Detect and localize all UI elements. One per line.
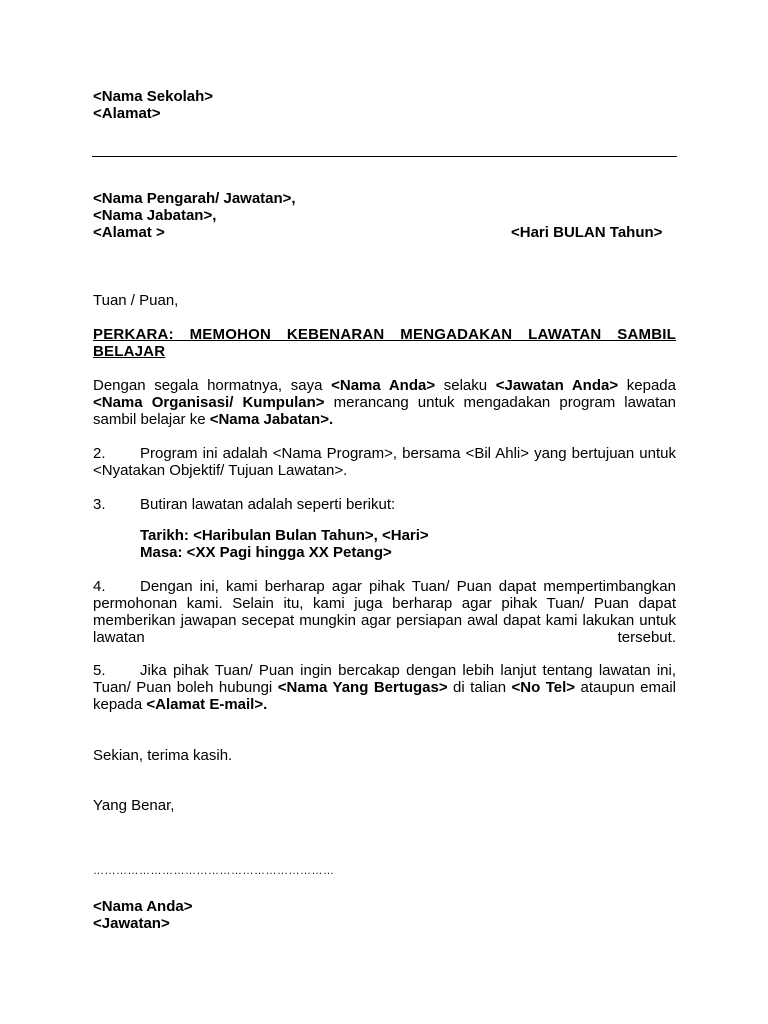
p4-text: Dengan ini, kami berharap agar pihak Tuan/ Puan dapat mempertimbangkan permohonan kami. Selain itu, kami juga berharap agar pihak Tuan/ Puan dapat memberikan jawapan secepat mungkin agar persiapan awal dapat kami lakukan untuk lawatan tersebut. [93,578,676,646]
visit-details [140,527,676,561]
p1-text-2: selaku [435,377,496,394]
p1-text-3: kepada [618,377,676,394]
p5-phone: <No Tel> [511,679,576,696]
school-name: <Nama Sekolah> [93,88,214,105]
recipient-department: <Nama Jabatan>, [93,207,217,224]
signer-name: <Nama Anda> [93,898,193,915]
p1-your-name: <Nama Anda> [331,377,436,394]
p5-contact-name: <Nama Yang Bertugas> [277,679,448,696]
p3-number: 3. [93,496,106,513]
p5-text-3: ataupun email kepada [93,679,676,713]
signature-line: ……………………………………………………… [93,865,335,877]
header-divider [92,156,677,157]
p2-number: 2. [93,445,106,462]
sender-block [93,88,676,122]
salutation: Tuan / Puan, [93,292,179,309]
p1-your-position: <Jawatan Anda> [495,377,619,394]
p4-number: 4. [93,578,106,595]
recipient-director: <Nama Pengarah/ Jawatan>, [93,190,296,207]
paragraph-3 [93,496,676,513]
p5-text-2: di talian [447,679,512,696]
p1-organisation: <Nama Organisasi/ Kumpulan> [93,394,325,411]
visit-time: Masa: <XX Pagi hingga XX Petang> [140,544,392,561]
signer-position: <Jawatan> [93,915,170,932]
paragraph-1 [93,377,676,428]
p1-department: <Nama Jabatan>. [209,411,334,428]
recipient-address: <Alamat > [93,224,165,241]
p1-text-4: merancang untuk mengadakan program lawatan sambil belajar ke [93,394,676,428]
letter-date: <Hari BULAN Tahun> [511,224,663,241]
paragraph-2 [93,445,676,479]
signer-block [93,898,676,932]
paragraph-5 [93,662,676,713]
sign-off: Yang Benar, [93,797,175,814]
p2-text: Program ini adalah <Nama Program>, bersama <Bil Ahli> yang bertujuan untuk <Nyatakan Objektif/ Tujuan Lawatan>. [93,445,676,479]
p5-number: 5. [93,662,106,679]
subject-line: PERKARA: MEMOHON KEBENARAN MENGADAKAN LAWATAN SAMBIL BELAJAR [93,326,676,360]
p5-email: <Alamat E-mail>. [146,696,268,713]
school-address: <Alamat> [93,105,161,122]
visit-date: Tarikh: <Haribulan Bulan Tahun>, <Hari> [140,527,429,544]
p3-text: Butiran lawatan adalah seperti berikut: [140,496,396,513]
p1-text-1: Dengan segala hormatnya, saya [93,377,332,394]
paragraph-4 [93,578,676,646]
closing: Sekian, terima kasih. [93,747,233,764]
p5-text-1: Jika pihak Tuan/ Puan ingin bercakap dengan lebih lanjut tentang lawatan ini, Tuan/ Puan boleh hubungi [93,662,676,696]
